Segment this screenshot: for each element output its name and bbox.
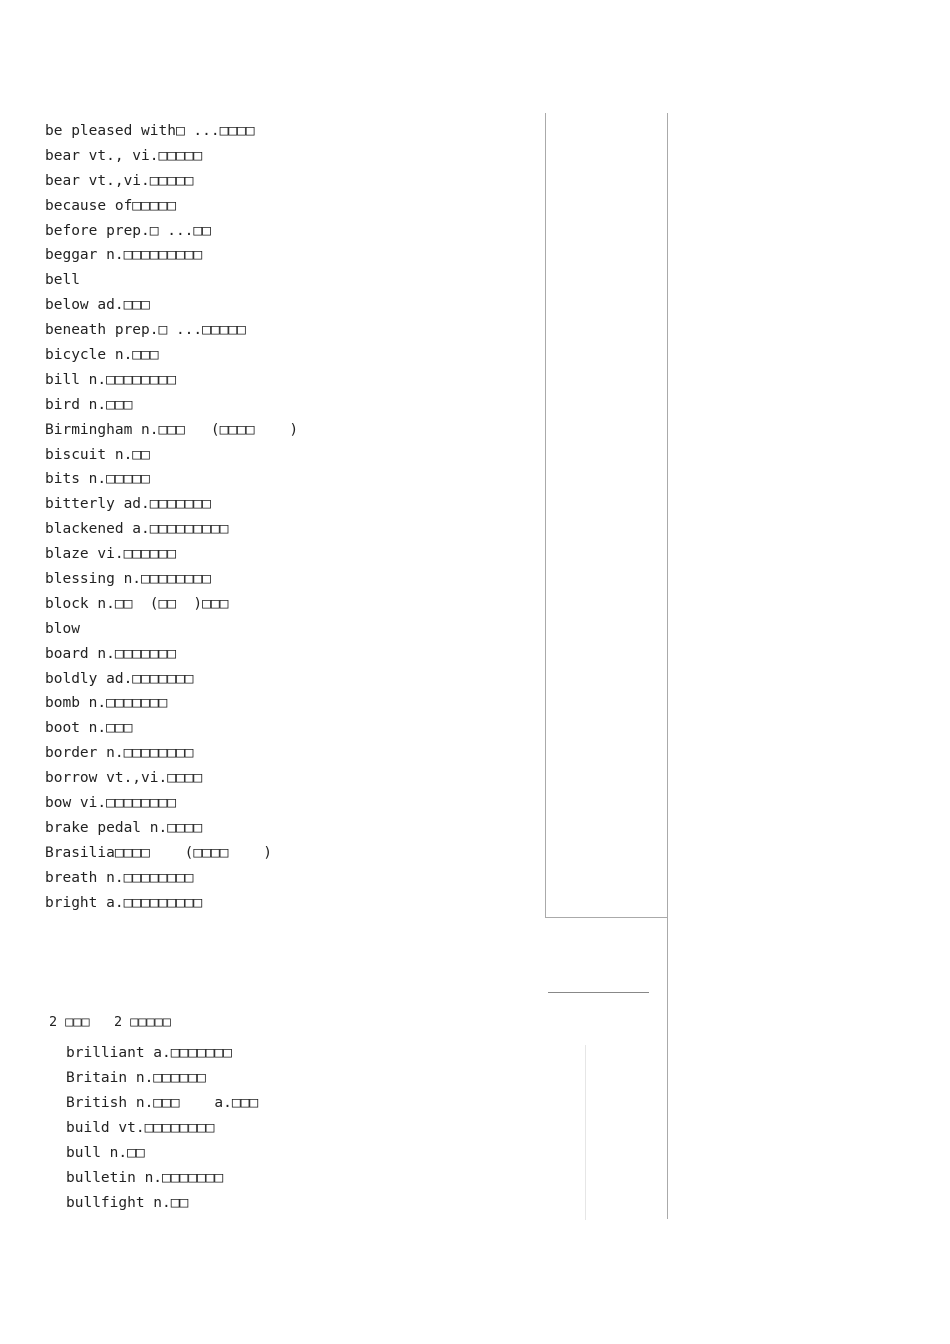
- vocab-entry: beneath prep.□ ...□□□□□: [45, 322, 246, 339]
- vocab-entry: bell: [45, 272, 80, 289]
- vocab-entry: bulletin n.□□□□□□□: [66, 1170, 224, 1186]
- vocab-entry: boldly ad.□□□□□□□: [45, 670, 194, 687]
- vocab-entry: bear vt., vi.□□□□□: [45, 147, 203, 164]
- vocab-entry: biscuit n.□□: [45, 446, 150, 463]
- vocab-entry: below ad.□□□: [45, 297, 150, 314]
- vocab-entry: blow: [45, 620, 80, 637]
- vocab-entry: Britain n.□□□□□□: [66, 1070, 206, 1086]
- vocab-entry: Brasilia□□□□ (□□□□ ): [45, 844, 272, 861]
- vocab-entry: brake pedal n.□□□□: [45, 819, 203, 836]
- vocab-entry: because of□□□□□: [45, 197, 176, 214]
- vocab-entry: bits n.□□□□□: [45, 471, 150, 488]
- vocab-entry: bright a.□□□□□□□□□: [45, 894, 203, 911]
- vocab-entry: bow vi.□□□□□□□□: [45, 795, 176, 812]
- vocab-entry: borrow vt.,vi.□□□□: [45, 770, 203, 787]
- vocab-entry: bull n.□□: [66, 1145, 145, 1161]
- vocab-entry: bomb n.□□□□□□□: [45, 695, 168, 712]
- vocab-entry: British n.□□□ a.□□□: [66, 1095, 259, 1111]
- vocab-entry: beggar n.□□□□□□□□□: [45, 247, 203, 264]
- vocab-entry: breath n.□□□□□□□□: [45, 869, 194, 886]
- vocab-entry: bicycle n.□□□: [45, 347, 159, 364]
- vocab-entry: bullfight n.□□: [66, 1195, 189, 1211]
- vocab-entry: bear vt.,vi.□□□□□: [45, 172, 194, 189]
- vocab-entry: blaze vi.□□□□□□: [45, 546, 176, 563]
- column-divider-right: [667, 113, 668, 1219]
- vocab-entry: be pleased with□ ...□□□□: [45, 123, 255, 139]
- vocabulary-list-page2: [66, 1041, 258, 1216]
- vocab-entry: block n.□□ (□□ )□□□: [45, 595, 229, 612]
- vocab-entry: bill n.□□□□□□□□: [45, 371, 176, 388]
- vocab-entry: boot n.□□□: [45, 720, 133, 737]
- column-box-bottom: [545, 917, 667, 918]
- vocab-entry: bird n.□□□: [45, 396, 133, 413]
- page-footer: 2 □□□ 2 □□□□□: [49, 1014, 171, 1030]
- vocab-entry: brilliant a.□□□□□□□: [66, 1045, 232, 1061]
- vocab-entry: board n.□□□□□□□: [45, 645, 176, 662]
- vocab-entry: before prep.□ ...□□: [45, 222, 211, 239]
- vocab-entry: border n.□□□□□□□□: [45, 745, 194, 762]
- vocab-entry: Birmingham n.□□□ (□□□□ ): [45, 421, 299, 438]
- column-divider-left: [545, 113, 546, 917]
- short-rule: [548, 992, 649, 993]
- vocab-entry: bitterly ad.□□□□□□□: [45, 496, 211, 513]
- vocab-entry: blessing n.□□□□□□□□: [45, 571, 211, 588]
- faint-divider: [585, 1045, 586, 1220]
- vocabulary-list-page1: [45, 119, 298, 916]
- vocab-entry: build vt.□□□□□□□□: [66, 1120, 215, 1136]
- vocab-entry: blackened a.□□□□□□□□□: [45, 521, 229, 538]
